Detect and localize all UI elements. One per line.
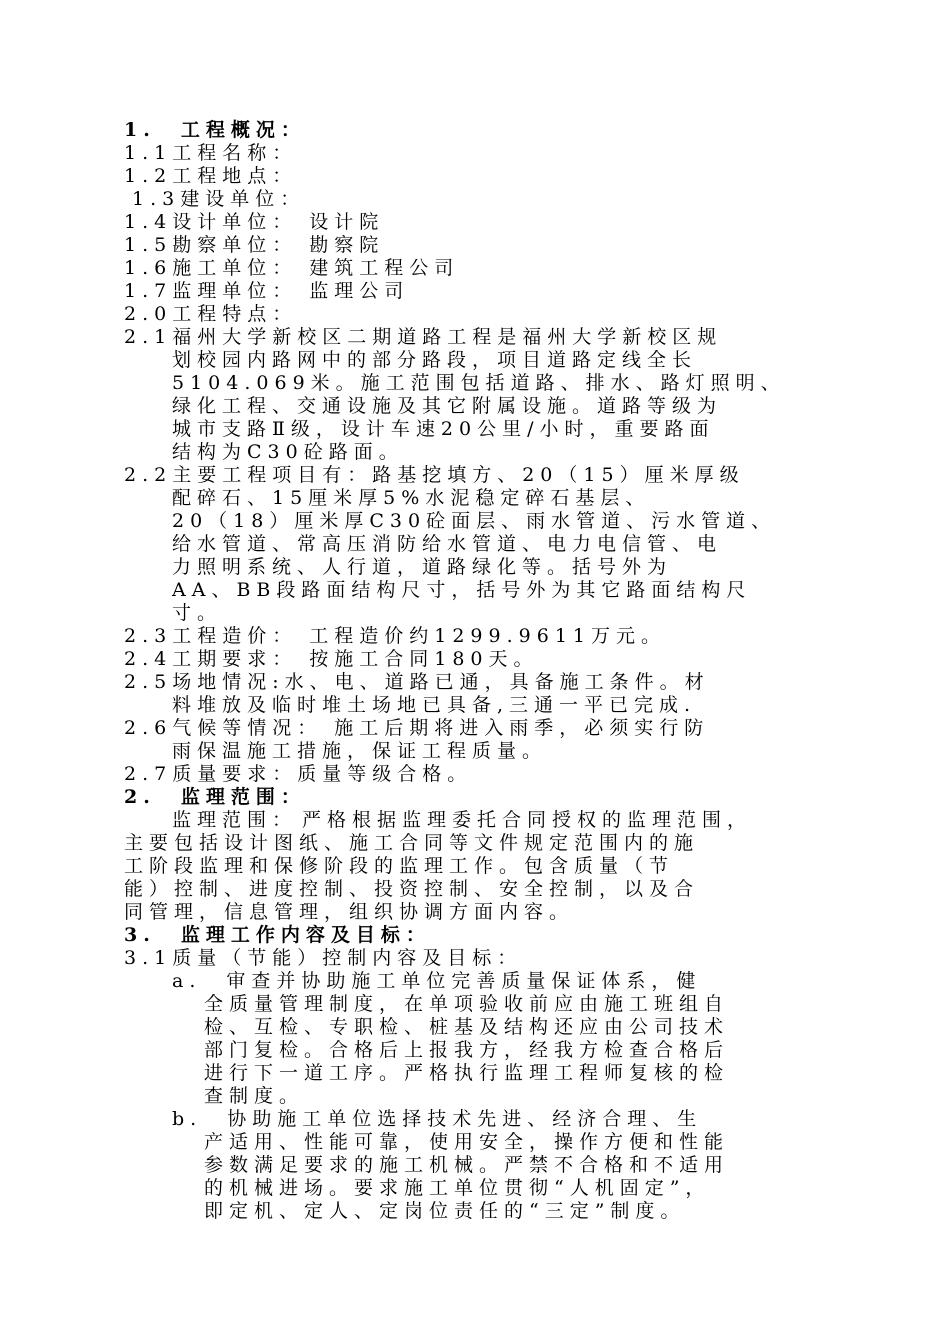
text-line: 1.3建设单位： [132,188,306,210]
text-line: 1.4设计单位： 设计院 [124,211,385,233]
text-line: 结构为C30砼路面。 [172,441,404,463]
text-line: a. 审查并协助施工单位完善质量保证体系，健 [172,970,702,992]
text-line: 2.6气候等情况： 施工后期将进入雨季，必须实行防 [124,717,710,739]
text-line: 给水管道、常高压消防给水管道、电力电信管、电 [172,533,723,555]
text-line: 进行下一道工序。严格执行监理工程师复核的检 [204,1062,730,1084]
text-line: 参数满足要求的施工机械。严禁不合格和不适用 [204,1154,730,1176]
heading-3: 3. 监理工作内容及目标： [124,924,431,946]
text-line: 即定机、定人、定岗位责任的“三定”制度。 [204,1200,686,1222]
text-line: 划校园内路网中的部分路段，项目道路定线全长 [172,349,698,371]
text-line: 工阶段监理和保修阶段的监理工作。包含质量（节 [124,855,675,877]
text-line: 查制度。 [204,1085,305,1107]
text-line: AA、BB段路面结构尺寸，括号外为其它路面结构尺 [172,579,752,601]
text-line: 5104.069米。施工范围包括道路、排水、路灯照明、 [172,372,786,394]
text-line: 2.7质量要求：质量等级合格。 [124,763,473,785]
text-line: 同管理，信息管理，组织协调方面内容。 [124,901,575,923]
text-line: 绿化工程、交通设施及其它附属设施。道路等级为 [172,395,723,417]
text-line: 主要包括设计图纸、施工合同等文件规定范围内的施 [124,832,700,854]
text-line: 1.5勘察单位： 勘察院 [124,234,385,256]
text-line: 产适用、性能可靠，使用安全，操作方便和性能 [204,1131,730,1153]
text-line: 寸。 [172,602,223,624]
text-line: 2.1福州大学新校区二期道路工程是福州大学新校区规 [124,326,723,348]
text-line: 1.1工程名称： [124,142,298,164]
text-line: 城市支路Ⅱ级，设计车速20公里/小时，重要路面 [172,418,715,440]
heading-1: 1. 工程概况： [124,119,306,141]
text-line: 严格根据监理委托合同授权的监理范围， [302,809,753,831]
text-line: 检、互检、专职检、桩基及结构还应由公司技术 [204,1016,730,1038]
text-line: 雨保温施工措施，保证工程质量。 [172,740,548,762]
text-line: 配碎石、15厘米厚5%水泥稳定碎石基层、 [172,487,651,509]
text-line: b. 协助施工单位选择技术先进、经济合理、生 [172,1108,703,1130]
text-line: 料堆放及临时堆土场地已具备,三通一平已完成. [172,694,697,716]
text-line: 部门复检。合格后上报我方，经我方检查合格后 [204,1039,730,1061]
text-line: 20（18）厘米厚C30砼面层、雨水管道、污水管道、 [172,510,777,532]
text-line: 1.7监理单位： 监理公司 [124,280,410,302]
text-line: 2.2主要工程项目有：路基挖填方、20（15）厘米厚级 [124,464,745,486]
text-line: 2.4工期要求： 按施工合同180天。 [124,648,539,670]
text-line: 1.6施工单位： 建筑工程公司 [124,257,460,279]
text-line: 的机械进场。要求施工单位贯彻“人机固定”， [204,1177,711,1199]
text-line: 2.0工程特点： [124,303,298,325]
text-line: 3.1质量（节能）控制内容及目标： [124,947,523,969]
text-line: 监理范围： [172,809,298,831]
heading-2: 2. 监理范围： [124,786,306,808]
text-line: 能）控制、进度控制、投资控制、安全控制，以及合 [124,878,700,900]
text-line: 1.2工程地点： [124,165,298,187]
text-line: 2.3工程造价： 工程造价约1299.9611万元。 [124,625,667,647]
text-line: 全质量管理制度，在单项验收前应由施工班组自 [204,993,730,1015]
text-line: 2.5场地情况:水、电、道路已通，具备施工条件。材 [124,671,710,693]
text-line: 力照明系统、人行道，道路绿化等。括号外为 [172,556,673,578]
